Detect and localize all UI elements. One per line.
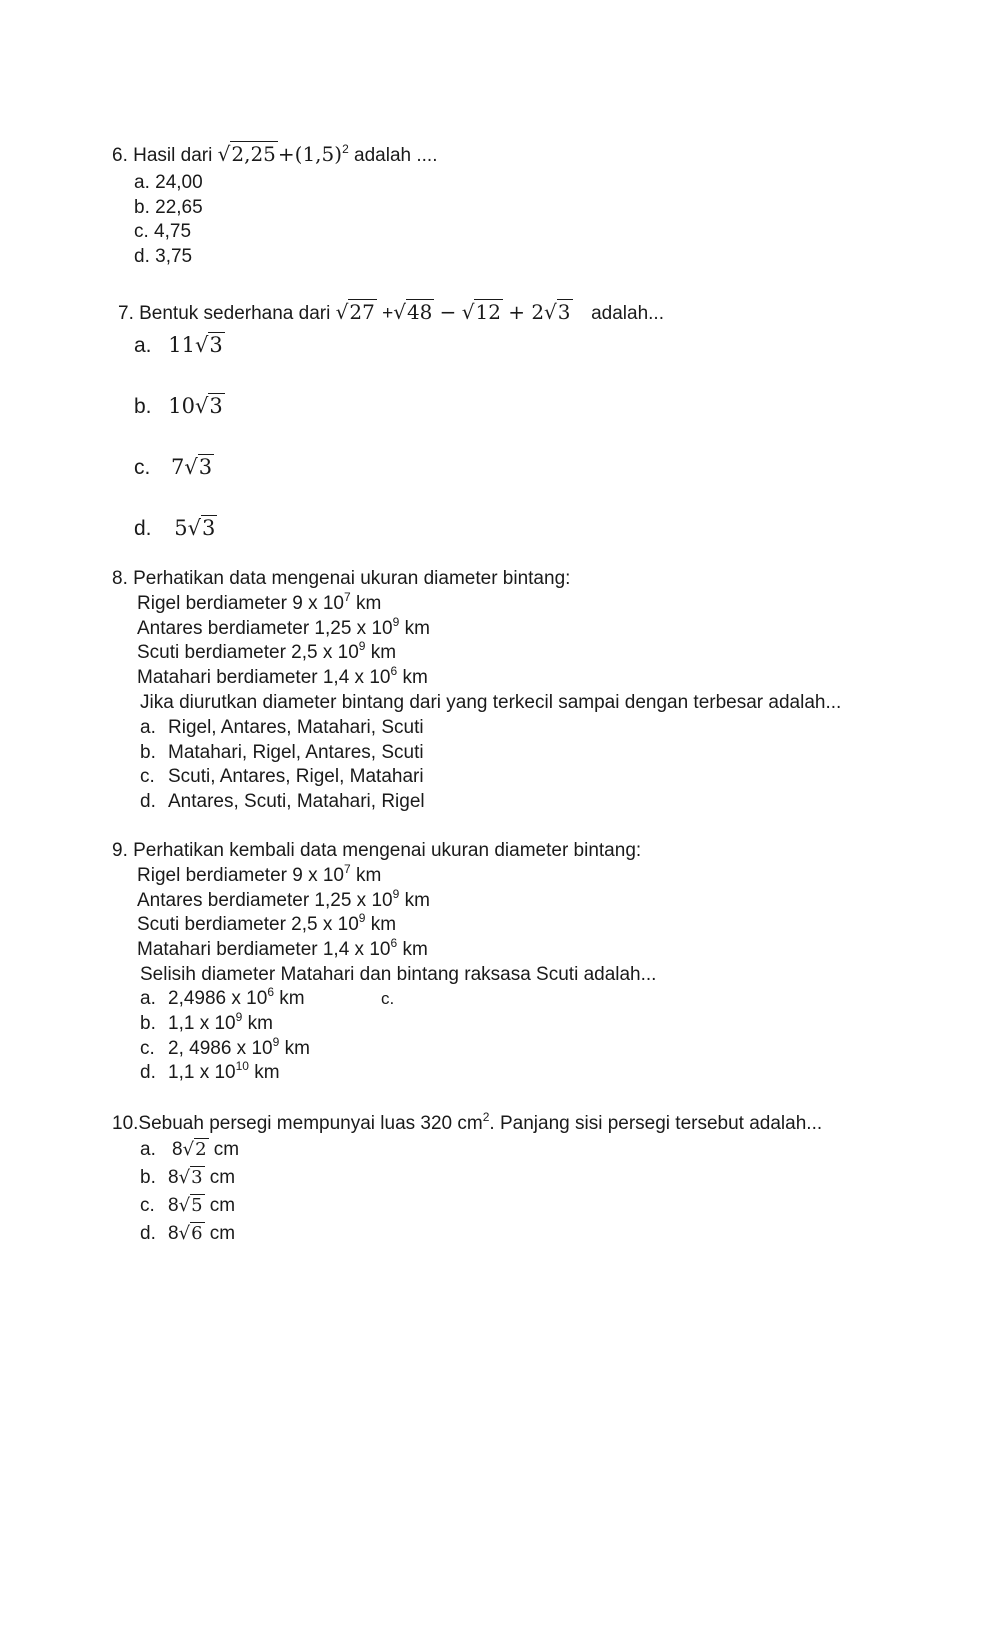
q6-exp: 2 bbox=[342, 142, 349, 156]
q10-option-a: a. 8√2 cm bbox=[140, 1139, 240, 1160]
q7-plus-1: + bbox=[382, 303, 394, 324]
q7-minus: − bbox=[439, 300, 457, 324]
q8-option-c: c. Scuti, Antares, Rigel, Matahari bbox=[140, 766, 424, 787]
q7-plus-2: + 2 bbox=[508, 300, 545, 324]
q10-number: 10. bbox=[112, 1113, 139, 1134]
q8-option-b: b. Matahari, Rigel, Antares, Scuti bbox=[140, 742, 424, 763]
q9-data-antares: Antares berdiameter 1,25 x $10^9$ km bbox=[137, 887, 430, 911]
q10-option-b: b. 8√3 cm bbox=[140, 1167, 236, 1188]
q6-radicand: 2,25 bbox=[231, 142, 276, 166]
q6-option-b: b. 22,65 bbox=[134, 197, 203, 218]
q9-option-b: b. 1,1 x $10^9$ km bbox=[140, 1010, 273, 1034]
q9-title: 9. Perhatikan kembali data mengenai ukuran diameter bintang: bbox=[112, 840, 642, 861]
q8-title: 8. Perhatikan data mengenai ukuran diameter bintang: bbox=[112, 568, 571, 589]
q9-option-d: d. 1,1 x $10^{10}$ km bbox=[140, 1059, 280, 1083]
q9-stray-c: c. bbox=[381, 989, 395, 1008]
q6-prefix: 6. Hasil dari bbox=[112, 145, 213, 166]
q9-data-scuti: Scuti berdiameter 2,5 x $10^9$ km bbox=[137, 911, 397, 935]
q8-data-scuti: Scuti berdiameter 2,5 x $10^9$ km bbox=[137, 639, 397, 663]
q10-d-sqrt: √6 bbox=[178, 1223, 203, 1244]
q6-suffix: adalah .... bbox=[354, 145, 438, 166]
q8-data-matahari: Matahari berdiameter 1,4 x $10^6$ km bbox=[137, 664, 428, 688]
q10-option-d: d. 8√6 cm bbox=[140, 1223, 236, 1244]
q7-sqrt-2: √48 bbox=[393, 300, 433, 324]
q6-stem bbox=[112, 142, 437, 168]
q10-a-sqrt: √2 bbox=[182, 1139, 207, 1160]
q6-option-a: a. 24,00 bbox=[134, 172, 203, 193]
q8-question: Jika diurutkan diameter bintang dari yang terkecil sampai dengan terbesar adalah... bbox=[140, 692, 842, 713]
q6-sqrt: √2,25 bbox=[217, 142, 276, 166]
q7-sqrt-1: √27 bbox=[335, 300, 375, 324]
q7-stem bbox=[118, 300, 664, 326]
q8-option-a: a. Rigel, Antares, Matahari, Scuti bbox=[140, 717, 424, 738]
q8-data-antares: Antares berdiameter 1,25 x $10^9$ km bbox=[137, 615, 430, 639]
q9-option-c: c. 2, 4986 x $10^9$ km bbox=[140, 1035, 310, 1059]
q7-option-d: d. 5√3 bbox=[134, 516, 216, 540]
q10-c-sqrt: √5 bbox=[178, 1195, 203, 1216]
q7-c-sqrt: √3 bbox=[184, 455, 213, 479]
q6-option-d: d. 3,75 bbox=[134, 246, 193, 267]
q10-option-c: c. 8√5 cm bbox=[140, 1195, 236, 1216]
q7-prefix: 7. Bentuk sederhana dari bbox=[118, 303, 331, 324]
q9-data-matahari: Matahari berdiameter 1,4 x $10^6$ km bbox=[137, 936, 428, 960]
q10-stem: 10.Sebuah persegi mempunyai luas 320 $cm^2$. Panjang sisi persegi tersebut adalah... bbox=[112, 1110, 823, 1134]
q7-option-c: c. 7√3 bbox=[134, 455, 213, 479]
q8-option-d: d. Antares, Scuti, Matahari, Rigel bbox=[140, 791, 425, 812]
q10-b-sqrt: √3 bbox=[178, 1167, 203, 1188]
q7-sqrt-4: √3 bbox=[544, 300, 571, 324]
q7-option-a: a. 11√3 bbox=[134, 333, 223, 357]
q7-sqrt-3: √12 bbox=[461, 300, 501, 324]
q7-suffix: adalah... bbox=[591, 303, 664, 324]
q7-d-sqrt: √3 bbox=[187, 516, 216, 540]
q7-a-sqrt: √3 bbox=[194, 333, 223, 357]
q7-option-b: b. 10√3 bbox=[134, 394, 223, 418]
q6-plus-expr: +(1,5) bbox=[277, 142, 343, 166]
q9-question: Selisih diameter Matahari dan bintang raksasa Scuti adalah... bbox=[140, 964, 657, 985]
q9-data-rigel: Rigel berdiameter 9 x $10^7$ km bbox=[137, 862, 382, 886]
q9-option-a: a. 2,4986 x $10^6$ km bbox=[140, 985, 305, 1009]
q6-option-c: c. 4,75 bbox=[134, 221, 192, 242]
q8-data-rigel: Rigel berdiameter 9 x $10^7$ km bbox=[137, 590, 382, 614]
q7-b-sqrt: √3 bbox=[194, 394, 223, 418]
